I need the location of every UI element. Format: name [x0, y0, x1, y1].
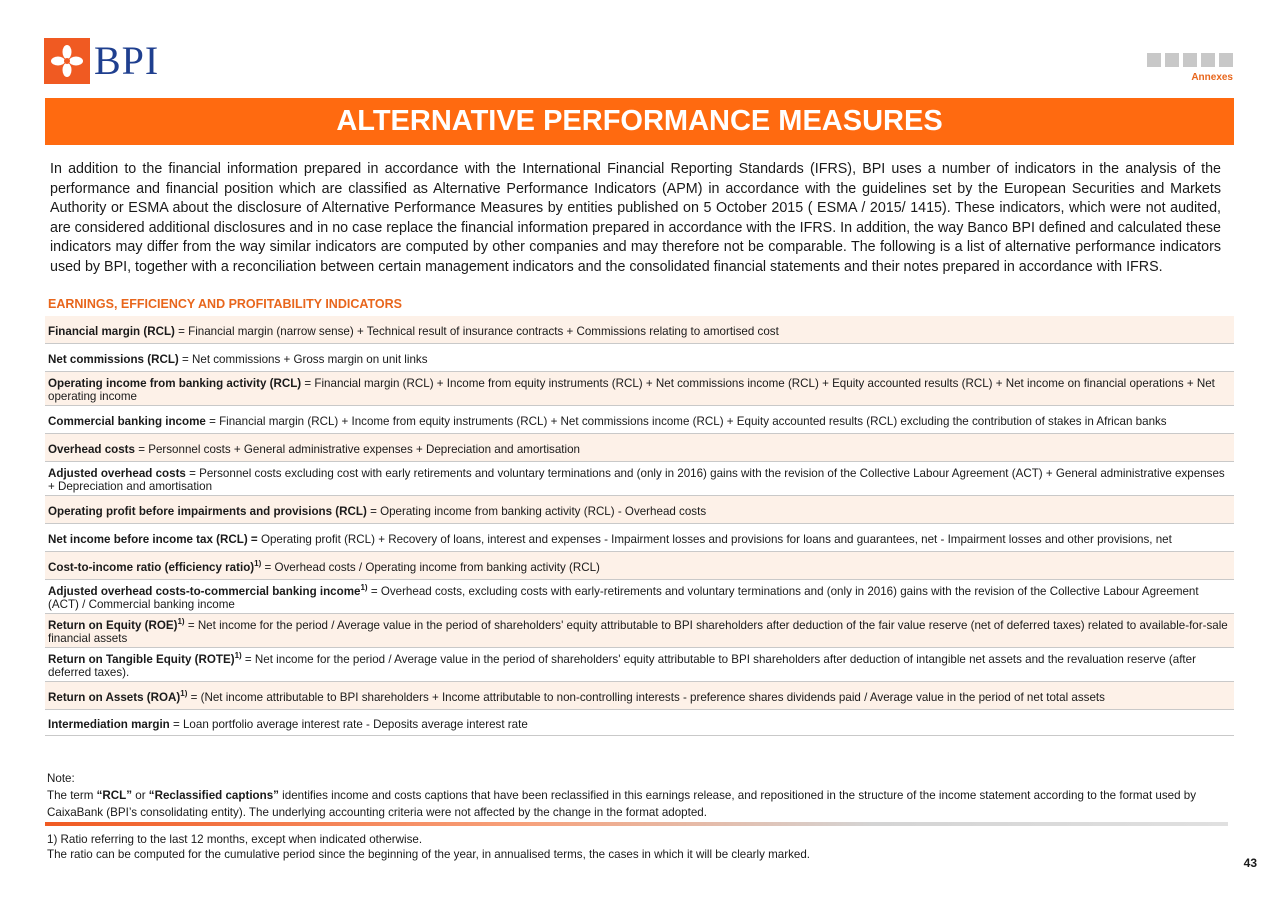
footnote-ref: 1) — [254, 558, 262, 568]
divider-bar — [45, 822, 1228, 826]
indicator-text — [48, 349, 428, 367]
indicator-definition: Personnel costs + General administrative expenses + Depreciation and amortisation — [148, 442, 580, 456]
indicator-text — [48, 714, 528, 732]
equals-sign: = — [178, 352, 192, 366]
equals-sign: = — [135, 442, 149, 456]
indicator-row — [45, 496, 1234, 524]
note-text — [47, 787, 1233, 821]
indicator-term: Return on Equity (ROE) — [48, 618, 178, 632]
indicator-term: Operating profit before impairments and provisions (RCL) — [48, 504, 367, 518]
indicator-term: Commercial banking income — [48, 414, 206, 428]
equals-sign: = — [185, 466, 200, 480]
indicator-term: Operating income from banking activity (RCL) — [48, 376, 302, 390]
indicator-definition: Financial margin (RCL) + Income from equity instruments (RCL) + Net commissions income (RCL) + Equity accounted results (RCL) + Net income on financial operations + Net operating income — [48, 376, 1215, 404]
equals-sign: = — [261, 560, 275, 574]
note-term-rcl: “RCL” — [96, 789, 133, 802]
indicator-row — [45, 710, 1234, 736]
section-title: EARNINGS, EFFICIENCY AND PROFITABILITY INDICATORS — [48, 297, 402, 311]
note-block — [47, 770, 1233, 821]
indicator-square — [1183, 53, 1197, 67]
indicator-text — [48, 373, 1231, 405]
indicator-term: Financial margin (RCL) — [48, 324, 175, 338]
footnote-ref: 1) — [234, 650, 242, 660]
equals-sign: = — [301, 376, 315, 390]
indicator-text — [48, 581, 1231, 613]
indicator-term: Overhead costs — [48, 442, 135, 456]
indicator-row — [45, 524, 1234, 552]
indicator-row — [45, 372, 1234, 406]
footnote-ref: 1) — [360, 582, 368, 592]
equals-sign: = — [367, 584, 381, 598]
indicator-row — [45, 406, 1234, 434]
intro-paragraph: In addition to the financial information prepared in accordance with the International Financial Reporting Standards (IFRS), BPI uses a number of indicators in the analysis of the performance and financial position which are classified as Alternative Performance Indicators (APM) in accordance with the guidelines set by the European Securities and Markets Authority or ESMA about the disclosure of Alternative Performance Measures by entities published on 5 October 2015 ( ESMA / 2015/ 1415). These indicators, which were not audited, are considered additional disclosures and in no case replace the financial information prepared in accordance with the IFRS. In addition, the way Banco BPI defined and calculated these indicators may differ from the way similar indicators are computed by other companies and may therefore not be comparable. The following is a list of alternative performance indicators used by BPI, together with a reconciliation between certain management indicators and the consolidated financial statements and their notes prepared in accordance with IFRS. — [50, 161, 1221, 275]
bpi-logo — [44, 38, 159, 84]
equals-sign: = — [205, 414, 220, 428]
indicator-term: Cost-to-income ratio (efficiency ratio) — [48, 560, 255, 574]
indicator-row — [45, 614, 1234, 648]
indicator-row — [45, 580, 1234, 614]
indicator-text — [48, 411, 1167, 429]
indicator-definition: Overhead costs / Operating income from banking activity (RCL) — [274, 560, 600, 574]
indicator-square — [1219, 53, 1233, 67]
note-term-reclassified: “Reclassified captions” — [148, 789, 279, 802]
indicator-text — [48, 687, 1105, 705]
indicator-term: Adjusted overhead costs-to-commercial banking income — [48, 584, 361, 598]
indicator-definition: Loan portfolio average interest rate - Deposits average interest rate — [182, 717, 528, 731]
flower-icon — [44, 38, 90, 84]
indicator-row — [45, 462, 1234, 496]
equals-sign: = — [174, 324, 189, 338]
indicator-definition: Operating income from banking activity (RCL) - Overhead costs — [380, 504, 707, 518]
indicator-term: Intermediation margin — [48, 717, 170, 731]
indicator-term: Net commissions (RCL) — [48, 352, 179, 366]
equals-sign: = — [366, 504, 381, 518]
equals-sign: = — [241, 652, 255, 666]
note-text-part: identifies income and costs captions that have been reclassified in this earnings release, and repositioned in the structure of the income statement according to the format used by CaixaBank (BPI’s consolidating entity). The underlying accounting criteria were not affected by the change in the format adopted. — [47, 789, 1197, 819]
indicator-list — [45, 316, 1234, 736]
note-text-part: The term — [47, 789, 97, 802]
footnote-line: 1) Ratio referring to the last 12 months, except when indicated otherwise. — [47, 833, 423, 846]
indicator-definition: Overhead costs, excluding costs with early-retirements and voluntary terminations and (only in 2016) gains with the revision of the Collective Labour Agreement (ACT) / Commercial banking income — [48, 584, 1199, 612]
section-label: Annexes — [1191, 72, 1233, 83]
indicator-row — [45, 316, 1234, 344]
footnote-line: The ratio can be computed for the cumulative period since the beginning of the year, in annualised terms, the cases in which it will be clearly marked. — [47, 848, 811, 861]
page-title: ALTERNATIVE PERFORMANCE MEASURES — [45, 98, 1234, 145]
indicator-square — [1201, 53, 1215, 67]
indicator-definition: Net income for the period / Average value in the period of shareholders' equity attributable to BPI shareholders after deduction of intangible net assets and the revaluation reserve (after deferred taxes). — [48, 652, 1196, 680]
footnote-ref: 1) — [180, 688, 188, 698]
note-text-part: or — [132, 789, 149, 802]
equals-sign: = — [184, 618, 198, 632]
indicator-square — [1165, 53, 1179, 67]
indicator-text — [48, 557, 600, 575]
indicator-definition: Financial margin (narrow sense) + Technical result of insurance contracts + Commissions relating to amortised cost — [188, 324, 779, 338]
indicator-term: Net income before income tax (RCL) = — [48, 532, 258, 546]
indicator-text — [48, 529, 1172, 547]
page-indicator — [1147, 53, 1233, 67]
indicator-text — [48, 501, 706, 519]
note-label: Note: — [47, 772, 75, 785]
indicator-term: Return on Assets (ROA) — [48, 690, 181, 704]
indicator-definition: Operating profit (RCL) + Recovery of loans, interest and expenses - Impairment losses and provisions for loans and guarantees, net - Impairment losses and other provisions, net — [260, 532, 1172, 546]
page-number: 43 — [1243, 856, 1257, 870]
footnotes — [47, 832, 1147, 862]
indicator-definition: Personnel costs excluding cost with early retirements and voluntary terminations and (only in 2016) gains with the revision of the Collective Labour Agreement (ACT) + General administrative expenses + Depreciation and amortisation — [48, 466, 1225, 494]
indicator-text — [48, 321, 779, 339]
indicator-term: Return on Tangible Equity (ROTE) — [48, 652, 235, 666]
indicator-row — [45, 648, 1234, 682]
indicator-row — [45, 344, 1234, 372]
indicator-definition: Financial margin (RCL) + Income from equity instruments (RCL) + Net commissions income (RCL) + Equity accounted results (RCL) excluding the contribution of stakes in African banks — [219, 414, 1167, 428]
indicator-square — [1147, 53, 1161, 67]
indicator-definition: Net income for the period / Average value in the period of shareholders' equity attributable to BPI shareholders after deduction of the fair value reserve (net of deferred taxes) related to available-for-sale financial assets — [48, 618, 1228, 646]
footnote-ref: 1) — [177, 616, 185, 626]
indicator-text — [48, 463, 1231, 495]
equals-sign: = — [187, 690, 201, 704]
equals-sign: = — [169, 717, 183, 731]
indicator-text — [48, 649, 1231, 681]
indicator-text — [48, 615, 1231, 647]
indicator-text — [48, 439, 580, 457]
logo-text: BPI — [94, 38, 160, 83]
indicator-term: Adjusted overhead costs — [48, 466, 186, 480]
indicator-row — [45, 682, 1234, 710]
indicator-row — [45, 434, 1234, 462]
indicator-row — [45, 552, 1234, 580]
indicator-definition: Net commissions + Gross margin on unit links — [192, 352, 428, 366]
indicator-definition: (Net income attributable to BPI shareholders + Income attributable to non-controlling interests - preference shares dividends paid / Average value in the period of net total assets — [200, 690, 1105, 704]
